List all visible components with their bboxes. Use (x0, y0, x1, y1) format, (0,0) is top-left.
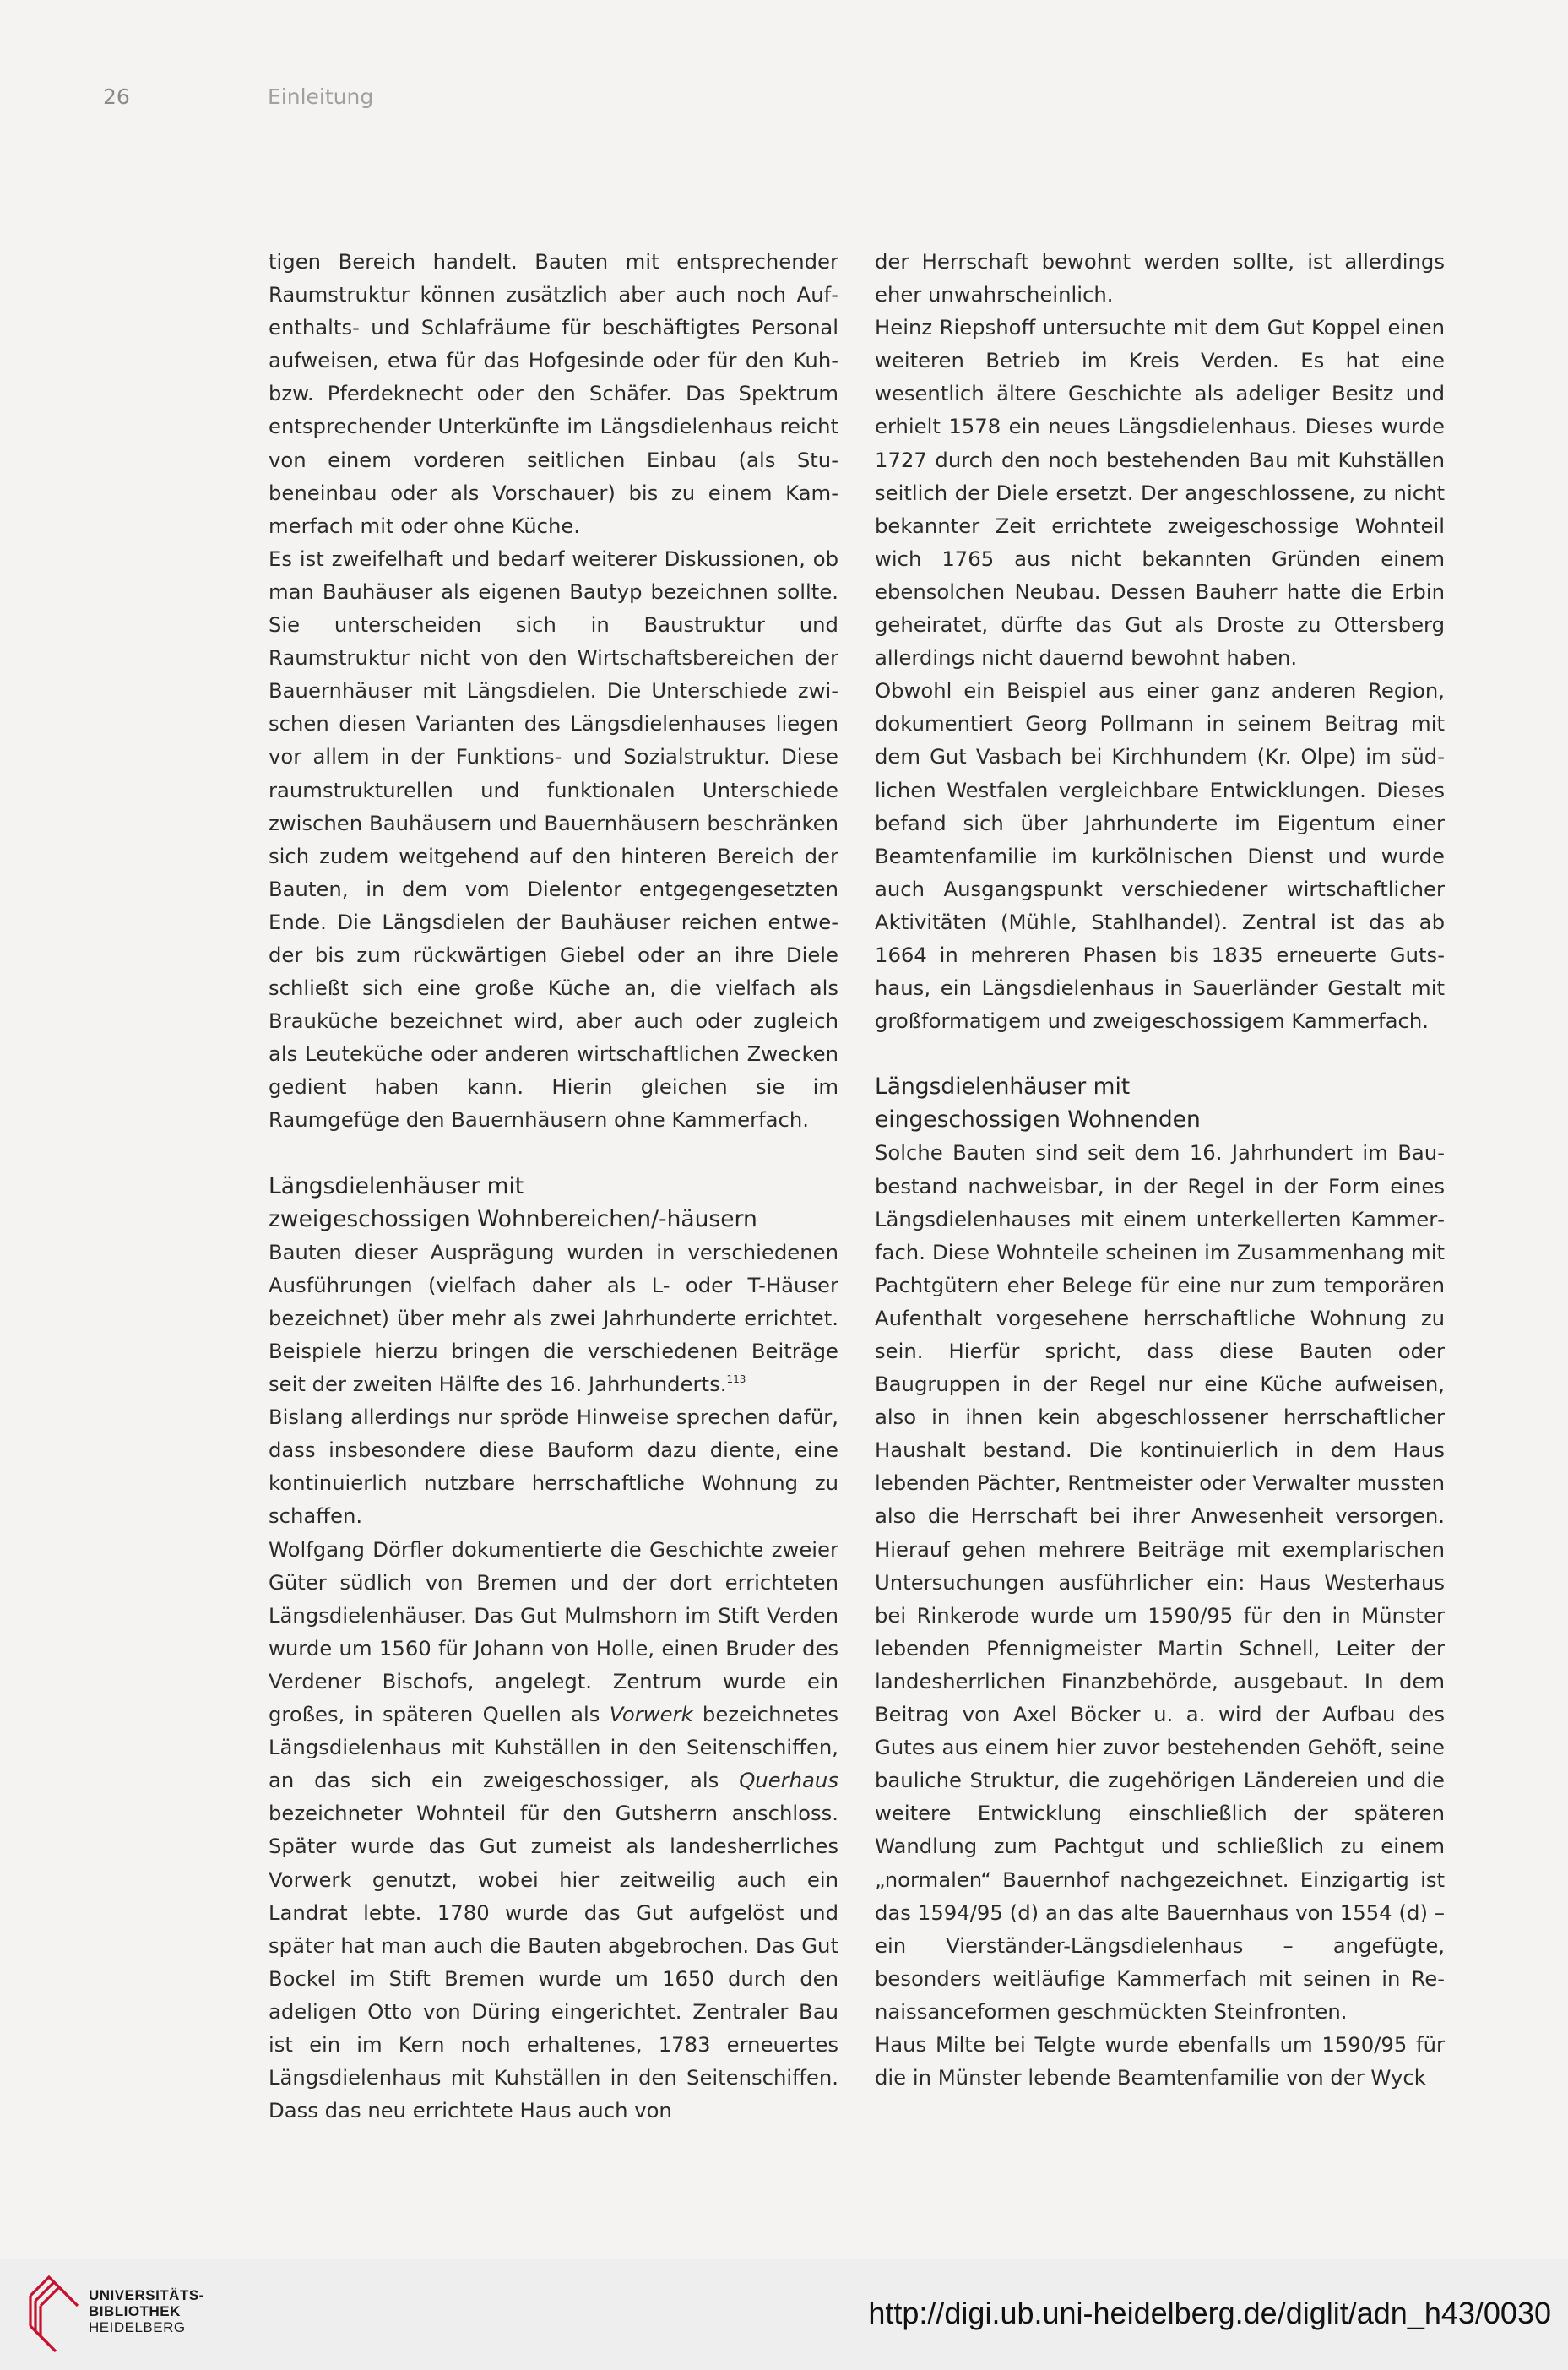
page-number: 26 (103, 84, 130, 109)
section-heading-line: zweigeschossigen Wohnbereichen/-häusern (269, 1205, 757, 1232)
library-logo-icon[interactable] (24, 2272, 83, 2356)
library-name (89, 2287, 204, 2335)
paragraph: Solche Bauten sind seit dem 16. Jahrhundert im Baubestand nachweisbar, in der Regel in der Form eines Längsdielenhauses mit einem unterkellerten Kammerfach. Diese Wohnteile scheinen im Zusammenhang mit Pachtgütern eher Belege für eine nur zum temporären Aufenthalt vorgesehene herrschaftliche Wohnung zu sein. Hierfür spricht, dass diese Bauten oder Baugruppen in der Regel nur eine Küche aufweisen, also in ihnen kein abgeschlossener herrschaftlicher Haushalt bestand. Die kontinuierlich in dem Haus lebenden Pächter, Rentmeister oder Verwalter mussten also die Herrschaft bei ihrer Anwesenheit versorgen. Hierauf gehen mehrere Beiträge mit exemplarischen Untersuchungen ausführlicher ein: Haus Westerhaus bei Rinkerode wurde um 1590/95 für den in Münster lebenden Pfennigmeister Martin Schnell, Leiter der landesherrlichen Finanzbehörde, ausgebaut. In dem Beitrag von Axel Böcker u. a. wird der Aufbau des Gutes aus einem hier zuvor bestehenden Gehöft, seine bauliche Struktur, die zugehörigen Ländereien und die weitere Entwicklung einschließlich der späteren Wandlung zum Pachtgut und schließlich zu einem „normalen“ Bauernhof nachgezeichnet. Einzigartig ist das 1594/95 (d) an das alte Bauernhaus von 1554 (d) – ein Vierständer-Längsdielenhaus – angefügte, besonders weitläufige Kammerfach mit seinen in Renaissanceformen geschmückten Steinfronten. (875, 1140, 1445, 2024)
paragraph: Heinz Riepshoff untersuchte mit dem Gut Koppel einen weiteren Betrieb im Kreis Verden. Es hat eine wesentlich ältere Geschichte als adeliger Besitz und erhielt 1578 ein neues Längsdielenhaus. Dieses wurde 1727 durch den noch bestehenden Bau mit Kuhställen seitlich der Diele ersetzt. Der angeschlossene, zu nicht bekannter Zeit errichtete zweigeschossige Wohnteil wich 1765 aus nicht bekannten Gründen einem ebensolchen Neubau. Dessen Bauherr hatte die Erbin geheiratet, dürfte das Gut als Droste zu Ottersberg allerdings nicht dauernd bewohnt haben. (875, 315, 1445, 671)
running-title: Einleitung (268, 84, 374, 109)
library-name-line: BIBLIOTHEK (89, 2303, 181, 2319)
section-heading-line: Längsdielenhäuser mit (269, 1172, 524, 1199)
section-heading (269, 1170, 838, 1236)
library-name-line: HEIDELBERG (89, 2319, 186, 2335)
paragraph (269, 1236, 838, 1400)
right-column (875, 245, 1445, 2094)
section-heading-line: eingeschossigen Wohnenden (875, 1106, 1201, 1133)
page-header (103, 84, 373, 109)
paragraph-text: bezeichneter Wohnteil für den Gutsherrn anschloss. Später wurde das Gut zumeist als landesherrliches Vorwerk genutzt, wobei hier zeitweilig auch ein Landrat lebte. 1780 wurde das Gut aufgelöst und später hat man auch die Bauten abgebrochen. Das Gut Bockel im Stift Bremen wurde um 1650 durch den adeligen Otto von Düring eingerichtet. Zentraler Bau ist ein im Kern noch erhaltenes, 1783 erneuertes Längsdielenhaus mit Kuhställen in den Seitenschiffen. Dass das neu errichtete Haus auch von (269, 1801, 838, 2123)
paragraph (269, 1533, 838, 2128)
emphasis: Querhaus (739, 1768, 838, 1793)
paragraph: tigen Bereich handelt. Bauten mit entsprechender Raumstruktur können zusätzlich aber auch noch Aufenthalts- und Schlafräume für beschäftigtes Personal aufweisen, etwa für das Hofgesinde oder für den Kuh- bzw. Pferdeknecht oder den Schäfer. Das Spektrum entsprechender Unterkünfte im Längsdielenhaus reicht von einem vorderen seitlichen Einbau (als Stubeneinbau oder als Vorschauer) bis zu einem Kammerfach mit oder ohne Küche. (269, 249, 838, 538)
footnote-ref[interactable]: 113 (726, 1373, 746, 1386)
paragraph-text: Bauten dieser Ausprägung wurden in verschiedenen Ausführungen (vielfach daher als L- oder T-Häuser bezeichnet) über mehr als zwei Jahrhunderte errichtet. Beispiele hierzu bringen die verschiedenen Beiträge seit der zweiten Hälfte des 16. Jahrhunderts. (269, 1239, 838, 1397)
paragraph-text: Wolfgang Dörfler dokumentierte die Geschichte zweier Güter südlich von Bremen und der dort errichteten Längsdielenhäuser. Das Gut Mulmshorn im Stift Verden wurde um 1560 für Johann von Holle, einen Bruder des Verdener Bischofs, angelegt. Zentrum wurde ein großes, in späteren Quellen als (269, 1536, 838, 1727)
source-url[interactable]: http://digi.ub.uni-heidelberg.de/diglit/adn_h43/0030 (868, 2296, 1551, 2330)
section-heading (875, 1070, 1445, 1136)
section-heading-line: Längsdielenhäuser mit (875, 1074, 1131, 1101)
paragraph-text: bezeichnetes Längsdielenhaus mit Kuhställen in den Seitenschiffen, an das sich ein zweigeschossiger, als (269, 1702, 838, 1793)
emphasis: Vorwerk (609, 1702, 693, 1727)
paragraph: Es ist zweifelhaft und bedarf weiterer Diskussionen, ob man Bauhäuser als eigenen Bautyp bezeichnen sollte. Sie unterscheiden sich in Baustruktur und Raumstruktur nicht von den Wirtschaftsbereichen der Bauernhäuser mit Längsdielen. Die Unterschiede zwischen diesen Varianten des Längsdielenhauses liegen vor allem in der Funktions- und Sozialstruktur. Diese raumstrukturellen und funktionalen Unterschiede zwischen Bauhäusern und Bauernhäusern beschränken sich zudem weitgehend auf den hinteren Bereich der Bauten, in dem vom Dielentor entgegengesetzten Ende. Die Längsdielen der Bauhäuser reichen entweder bis zum rückwärtigen Giebel oder an ihre Diele schließt sich eine große Küche an, die vielfach als Brauküche bezeichnet wird, aber auch oder zugleich als Leuteküche oder anderen wirtschaftlichen Zwecken gedient haben kann. Hierin gleichen sie im Raumgefüge den Bauernhäusern ohne Kammerfach. (269, 546, 838, 1133)
paragraph: Obwohl ein Beispiel aus einer ganz anderen Region, dokumentiert Georg Pollmann in seinem Beitrag mit dem Gut Vasbach bei Kirchhundem (Kr. Olpe) im südlichen Westfalen vergleichbare Entwicklungen. Dieses befand sich über Jahrhunderte im Eigentum einer Beamtenfamilie im kurkölnischen Dienst und wurde auch Ausgangspunkt verschiedener wirtschaftlicher Aktivitäten (Mühle, Stahlhandel). Zentral ist das ab 1664 in mehreren Phasen bis 1835 erneuerte Gutshaus, ein Längsdielenhaus in Sauerländer Gestalt mit großformatigem und zweigeschossigem Kammerfach. (875, 678, 1445, 1034)
library-name-line: UNIVERSITÄTS- (89, 2287, 204, 2303)
left-column (269, 245, 838, 2127)
paragraph: der Herrschaft bewohnt werden sollte, ist allerdings eher unwahrscheinlich. (875, 249, 1445, 307)
paragraph: Bislang allerdings nur spröde Hinweise sprechen dafür, dass insbesondere diese Bauform dazu diente, eine kontinuierlich nutzbare herrschaftliche Wohnung zu schaffen. (269, 1405, 838, 1529)
paragraph: Haus Milte bei Telgte wurde ebenfalls um 1590/95 für die in Münster lebende Beamtenfamilie von der Wyck (875, 2031, 1445, 2090)
